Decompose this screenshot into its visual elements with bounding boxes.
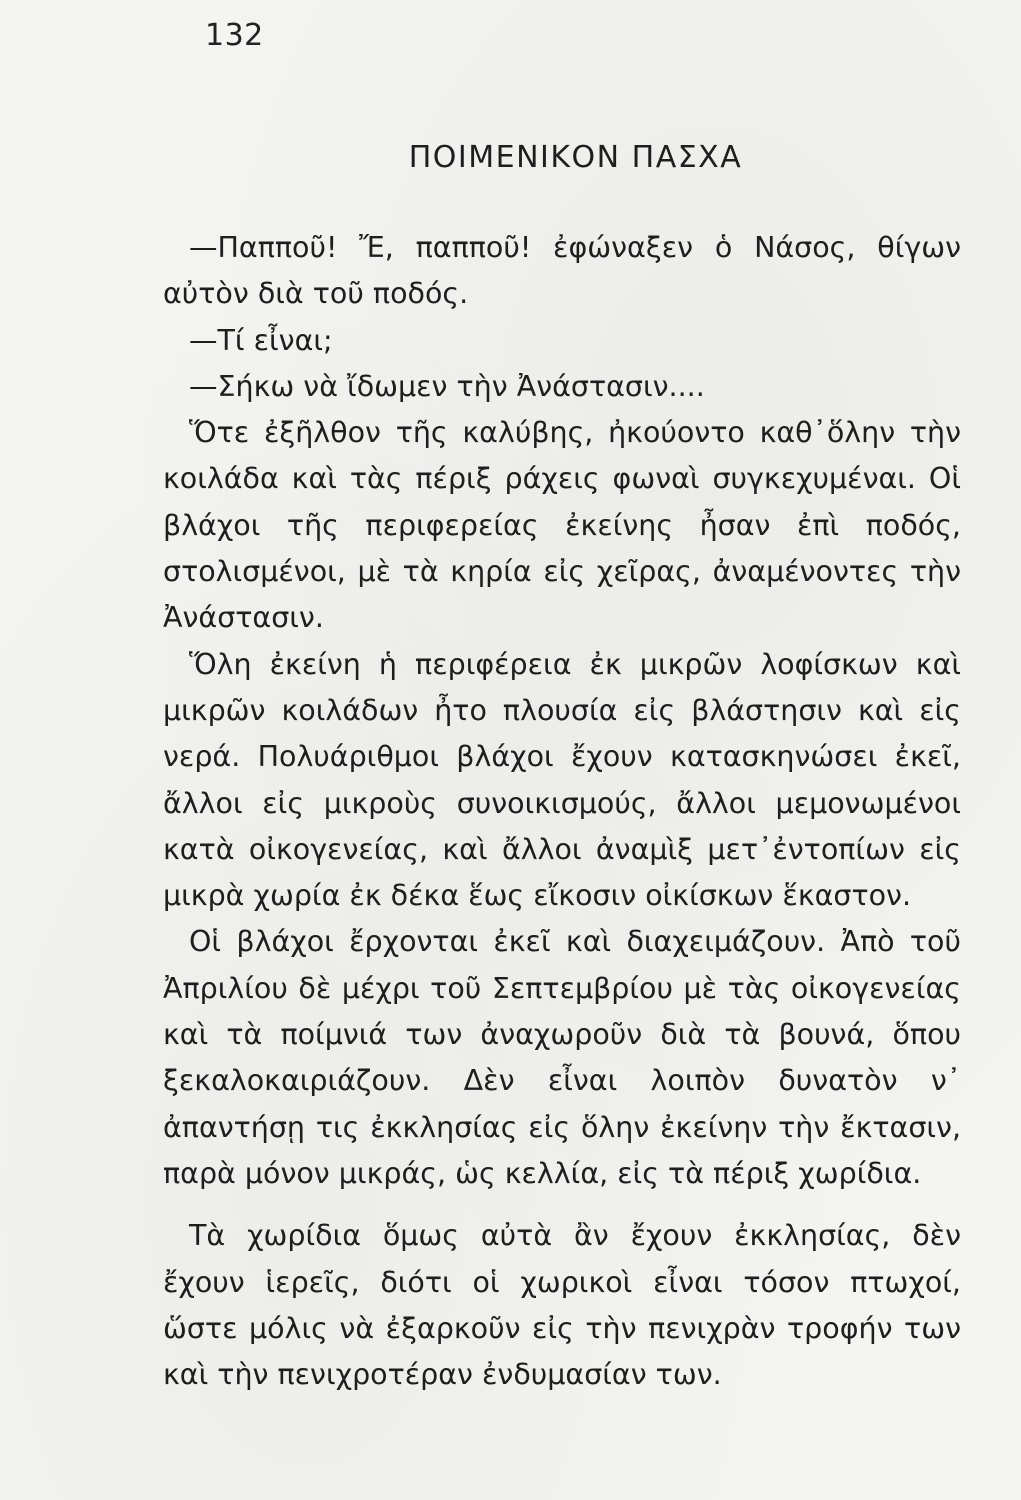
paragraph-narrative-4: Τὰ χωρίδια ὅμως αὐτὰ ἂν ἔχουν ἐκκλησίας, δὲν ἔχουν ἱερεῖς, διότι οἱ χωρικοὶ εἶναι τόσον πτωχοί, ὥστε μόλις νὰ ἐξαρκοῦν εἰς τὴν πενιχρὰν τροφήν των καὶ τὴν πενιχροτέραν ἐνδυμασίαν των. <box>163 1219 961 1392</box>
paragraph-narrative-1: Ὅτε ἐξῆλθον τῆς καλύβης, ἠκούοντο καθ᾽ὅλην τὴν κοιλάδα καὶ τὰς πέριξ ράχεις φωναὶ συγκεχυμέναι. Οἱ βλάχοι τῆς περιφερείας ἐκείνης ἦσαν ἐπὶ ποδός, στολισμένοι, μὲ τὰ κηρία εἰς χεῖρας, ἀναμένοντες τὴν Ἀνάστασιν. <box>163 416 961 635</box>
paragraph-narrative-2: Ὅλη ἐκείνη ἡ περιφέρεια ἐκ μικρῶν λοφίσκων καὶ μικρῶν κοιλάδων ἦτο πλουσία εἰς βλάστησιν καὶ εἰς νερά. Πολυάριθμοι βλάχοι ἔχουν κατασκηνώσει ἐκεῖ, ἄλλοι εἰς μικροὺς συνοικισμούς, ἄλλοι μεμονωμένοι κατὰ οἰκογενείας, καὶ ἄλλοι ἀναμὶξ μετ᾽ἐντοπίων εἰς μικρὰ χωρία ἐκ δέκα ἕως εἴκοσιν οἰκίσκων ἕκαστον. <box>163 647 961 913</box>
paragraph-dialogue-3: —Σήκω νὰ ἴδωμεν τὴν Ἀνάστασιν.... <box>189 369 705 403</box>
body-text <box>163 225 961 1398</box>
paragraph-dialogue-1: —Παπποῦ! Ἔ, παπποῦ! ἐφώναξεν ὁ Νάσος, θίγων αὐτὸν διὰ τοῦ ποδός. <box>163 231 961 311</box>
paragraph-dialogue-2: —Τί εἶναι; <box>189 323 333 357</box>
page-number: 132 <box>205 18 264 53</box>
paragraph-narrative-3: Οἱ βλάχοι ἔρχονται ἐκεῖ καὶ διαχειμάζουν. Ἀπὸ τοῦ Ἀπριλίου δὲ μέχρι τοῦ Σεπτεμβρίου μὲ τὰς οἰκογενείας καὶ τὰ ποίμνιά των ἀναχωροῦν διὰ τὰ βουνά, ὅπου ξεκαλοκαιριάζουν. Δὲν εἶναι λοιπὸν δυνατὸν ν᾽ ἀπαντήσῃ τις ἐκκλησίας εἰς ὅλην ἐκείνην τὴν ἔκτασιν, παρὰ μόνον μικράς, ὡς κελλία, εἰς τὰ πέριξ χωρίδια. <box>163 925 961 1190</box>
chapter-title: ΠΟΙΜΕΝΙΚΟΝ ΠΑΣΧΑ <box>408 140 743 175</box>
